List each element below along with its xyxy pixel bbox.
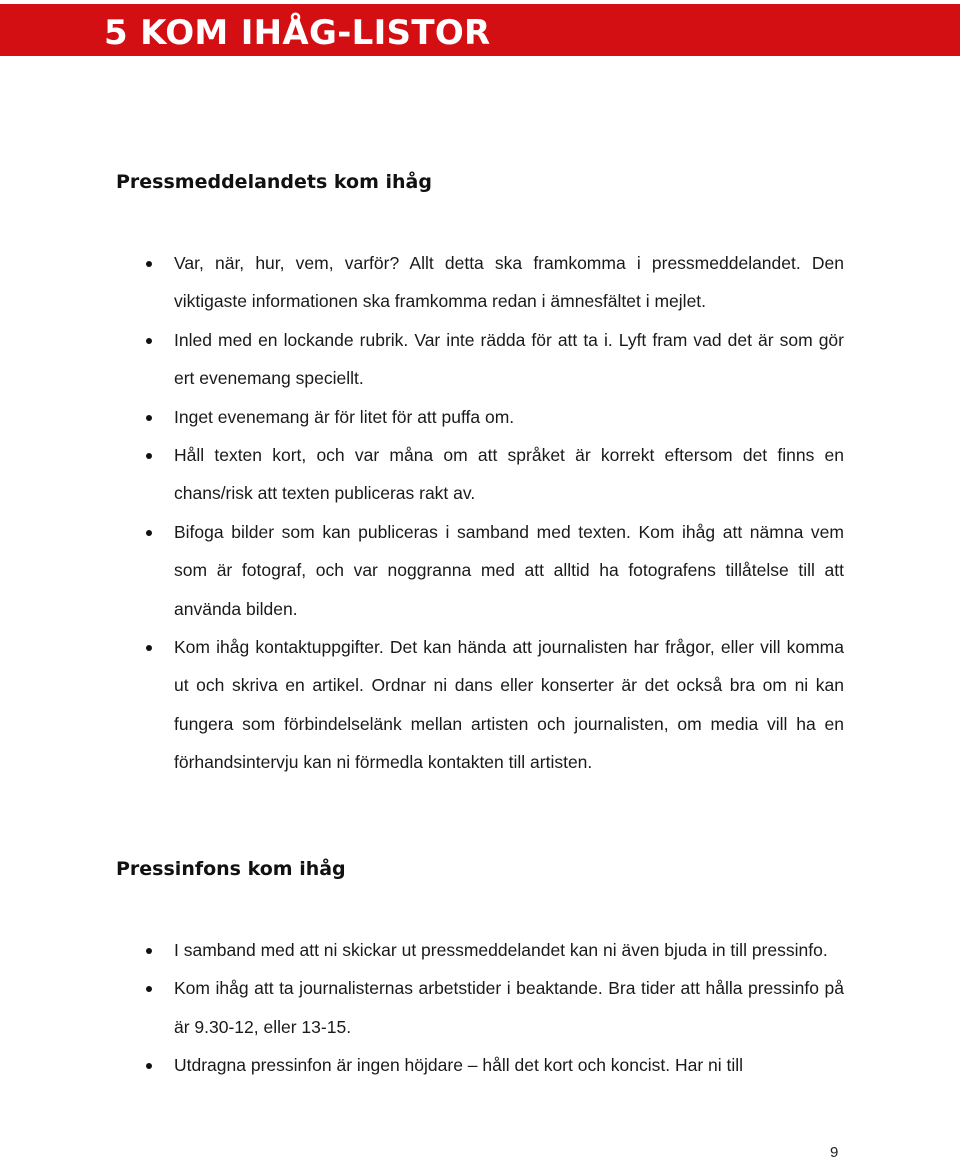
press-release-checklist (0, 244, 960, 782)
section-heading-press-info: Pressinfons kom ihåg (116, 858, 346, 880)
list-item-text: Inled med en lockande rubrik. Var inte rädda för att ta i. Lyft fram vad det är som gör ert evenemang speciellt. (174, 329, 844, 389)
list-item-text: Bifoga bilder som kan publiceras i samband med texten. Kom ihåg att nämna vem som är fotograf, och var noggranna med att alltid ha fotografens tillåtelse till att använda bilden. (174, 521, 844, 619)
chapter-title: 5 KOM IHÅG-LISTOR (104, 13, 491, 53)
list-item (0, 398, 844, 436)
bullet-icon (146, 986, 152, 992)
section-heading-press-release: Pressmeddelandets kom ihåg (116, 171, 432, 193)
bullet-icon (146, 948, 152, 954)
bullet-icon (146, 453, 152, 459)
list-item-text: Håll texten kort, och var måna om att språket är korrekt eftersom det finns en chans/risk att texten publiceras rakt av. (174, 445, 844, 504)
bullet-icon (146, 1063, 152, 1069)
list-item-text: Inget evenemang är för litet för att puffa om. (174, 406, 515, 427)
bullet-icon (146, 338, 152, 344)
press-info-checklist (0, 931, 960, 1085)
list-item (0, 931, 844, 969)
page-number: 9 (830, 1144, 839, 1161)
list-item-text: Kom ihåg kontaktuppgifter. Det kan hända att journalisten har frågor, eller vill komma ut och skriva en artikel. Ordnar ni dans eller konserter är det också bra om ni kan fungera som förbindelselänk mellan artisten och journalisten, om media vill ha en förhandsintervju kan ni förmedla kontakten till artisten. (174, 637, 844, 773)
chapter-banner (0, 4, 960, 56)
list-item-text: Utdragna pressinfon är ingen höjdare – håll det kort och koncist. Har ni till (174, 1055, 744, 1076)
list-item-text: Var, när, hur, vem, varför? Allt detta ska framkomma i pressmeddelandet. Den viktigaste informationen ska framkomma redan i ämnesfältet i mejlet. (174, 253, 844, 312)
list-item (0, 244, 844, 321)
list-item (0, 513, 844, 628)
list-item (0, 321, 844, 398)
bullet-icon (146, 530, 152, 536)
list-item (0, 628, 844, 782)
bullet-icon (146, 645, 152, 651)
list-item (0, 969, 844, 1046)
bullet-icon (146, 415, 152, 421)
list-item-text: I samband med att ni skickar ut pressmeddelandet kan ni även bjuda in till pressinfo. (174, 940, 828, 960)
bullet-icon (146, 261, 152, 267)
list-item (0, 436, 844, 513)
list-item (0, 1046, 844, 1084)
list-item-text: Kom ihåg att ta journalisternas arbetstider i beaktande. Bra tider att hålla pressinfo på är 9.30-12, eller 13-15. (174, 978, 844, 1037)
